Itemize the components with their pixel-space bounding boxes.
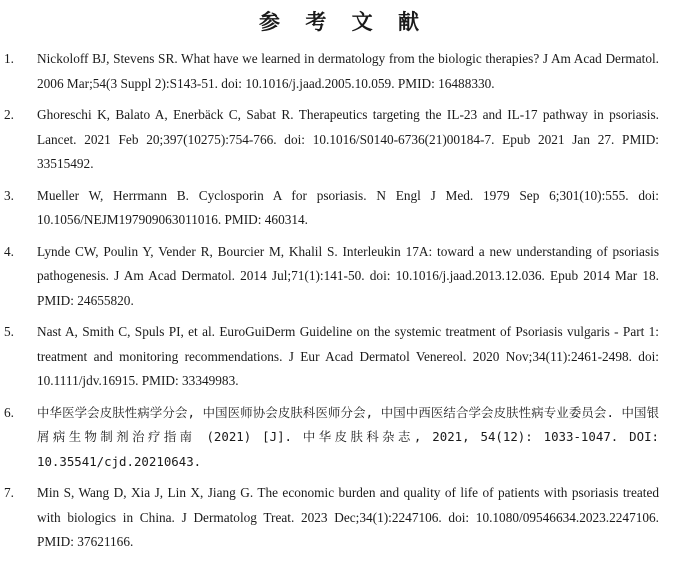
reference-item (0, 184, 687, 233)
reference-text: Lynde CW, Poulin Y, Vender R, Bourcier M, Khalil S. Interleukin 17A: toward a new understanding of psoriasis pathogenesis. J Am Acad Dermatol. 2014 Jul;71(1):141-50. doi: 10.1016/j.jaad.2013.12.036. Epub 2014 Mar 18. PMID: 24655820. (37, 243, 659, 308)
reference-text: Nickoloff BJ, Stevens SR. What have we learned in dermatology from the biologic therapies? J Am Acad Dermatol. 2006 Mar;54(3 Suppl 2):S143-51. doi: 10.1016/j.jaad.2005.10.059. PMID: 16488330. (37, 51, 659, 91)
reference-item (0, 47, 687, 96)
reference-number: 1. (4, 51, 14, 66)
reference-item (0, 240, 687, 314)
reference-number: 2. (4, 107, 14, 122)
reference-text: Mueller W, Herrmann B. Cyclosporin A for psoriasis. N Engl J Med. 1979 Sep 6;301(10):555. doi: 10.1056/NEJM197909063011016. PMID: 460314. (37, 187, 659, 227)
reference-text: Ghoreschi K, Balato A, Enerbäck C, Sabat R. Therapeutics targeting the IL-23 and IL-17 pathway in psoriasis. Lancet. 2021 Feb 20;397(10275):754-766. doi: 10.1016/S0140-6736(21)00184-7. Epub 2021 Jan 27. PMID: 33515492. (37, 107, 659, 171)
reference-item (0, 401, 687, 475)
reference-item (0, 481, 687, 555)
reference-number: 7. (4, 485, 14, 500)
reference-text: 中华医学会皮肤性病学分会, 中国医师协会皮肤科医师分会, 中国中西医结合学会皮肤性病专业委员会. 中国银屑病生物制剂治疗指南 (2021) [J]. 中华皮肤科杂志, 2021, 54(12): 1033-1047. DOI: 10.35541/cjd.20210643. (37, 404, 659, 469)
page-title: 参 考 文 献 (259, 9, 428, 34)
reference-text: Min S, Wang D, Xia J, Lin X, Jiang G. The economic burden and quality of life of patients with psoriasis treated with biologics in China. J Dermatolog Treat. 2023 Dec;34(1):2247106. doi: 10.1080/09546634.2023.2247106. PMID: 37621166. (37, 485, 659, 549)
reference-number: 5. (4, 324, 14, 339)
reference-text: Nast A, Smith C, Spuls PI, et al. EuroGuiDerm Guideline on the systemic treatment of Psoriasis vulgaris - Part 1: treatment and monitoring recommendations. J Eur Acad Dermatol Venereol. 2020 Nov;34(11):2461-2498. doi: 10.1111/jdv.16915. PMID: 33349983. (37, 324, 659, 388)
reference-item (0, 103, 687, 177)
reference-number: 6. (4, 404, 14, 420)
reference-item (0, 320, 687, 394)
reference-number: 4. (4, 243, 14, 259)
reference-number: 3. (4, 187, 14, 203)
reference-list (0, 47, 687, 562)
